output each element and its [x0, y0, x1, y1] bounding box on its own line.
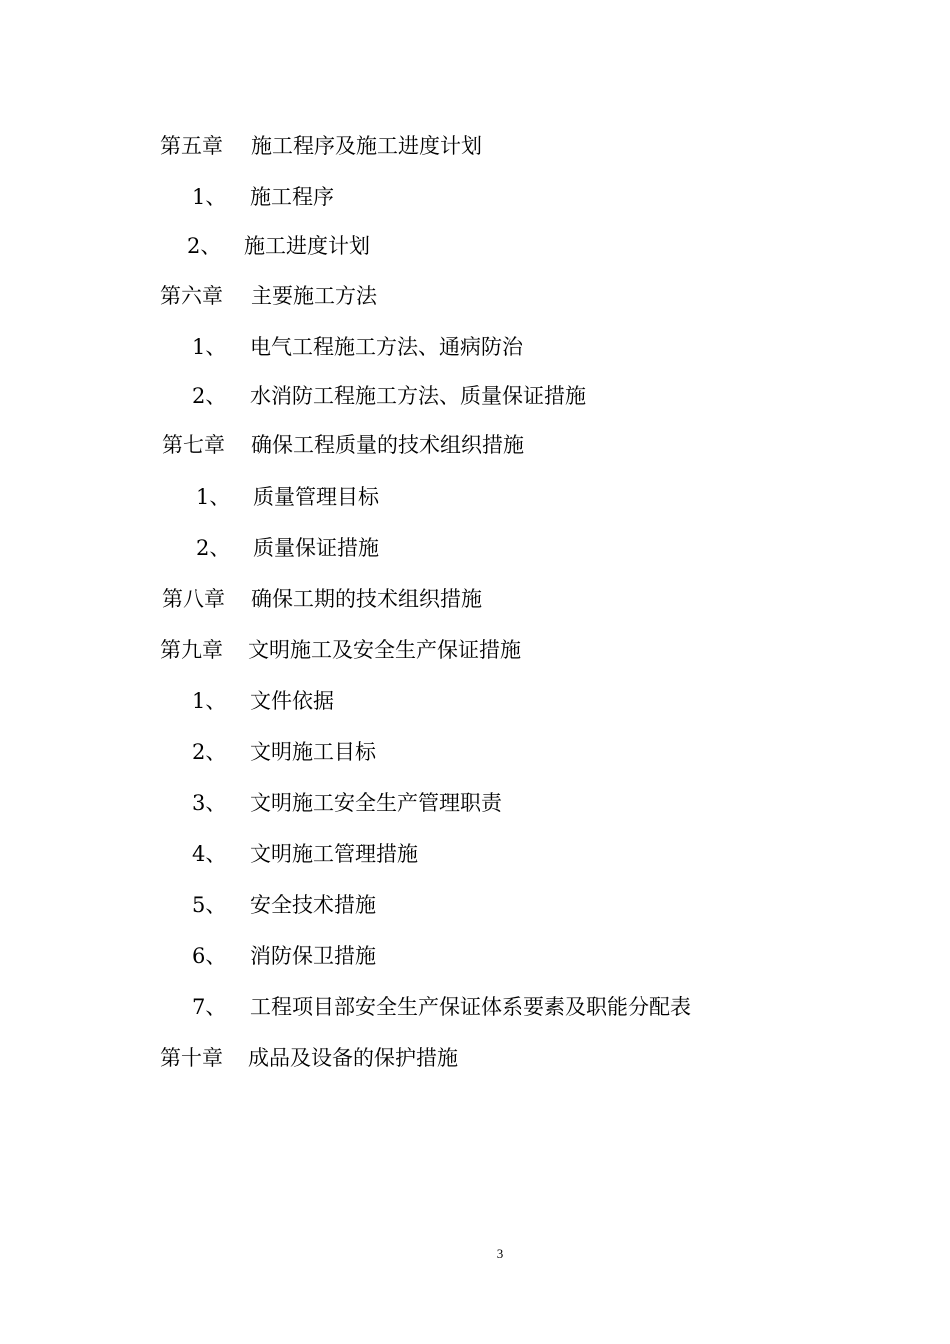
toc-entry-number: 3、	[192, 791, 227, 815]
toc-entry-number: 第十章	[160, 1046, 223, 1070]
page-number: 3	[496, 1246, 504, 1261]
toc-entry-number: 2、	[187, 234, 222, 258]
toc-entry-number: 1、	[196, 485, 231, 509]
toc-entry-title: 确保工期的技术组织措施	[251, 587, 482, 611]
toc-entry-title: 文件依据	[250, 689, 334, 713]
toc-entry-number: 4、	[192, 842, 227, 866]
toc-entry-number: 第六章	[160, 284, 223, 308]
toc-entry-title: 质量管理目标	[253, 485, 379, 509]
toc-entry-number: 2、	[192, 384, 227, 408]
toc-entry-title: 消防保卫措施	[250, 944, 376, 968]
toc-entry-title: 文明施工管理措施	[250, 842, 418, 866]
toc-entry-title: 文明施工及安全生产保证措施	[248, 638, 521, 662]
toc-entry-title: 文明施工安全生产管理职责	[250, 791, 502, 815]
toc-entry-title: 确保工程质量的技术组织措施	[251, 433, 524, 457]
toc-entry-number: 第九章	[160, 638, 223, 662]
toc-entry-number: 7、	[192, 995, 227, 1019]
toc-entry-number: 6、	[192, 944, 227, 968]
toc-entry-title: 文明施工目标	[250, 740, 376, 764]
toc-entry-number: 第七章	[162, 433, 225, 457]
toc-entry-title: 施工进度计划	[244, 234, 370, 258]
toc-entry-number: 第五章	[160, 134, 223, 158]
toc-entry-title: 安全技术措施	[250, 893, 376, 917]
toc-entry-number: 2、	[196, 536, 231, 560]
toc-entry-title: 施工程序及施工进度计划	[251, 134, 482, 158]
toc-entry-title: 电气工程施工方法、通病防治	[250, 335, 523, 359]
toc-entry-number: 2、	[192, 740, 227, 764]
toc-entry-number: 1、	[192, 185, 227, 209]
toc-entry-title: 成品及设备的保护措施	[248, 1046, 458, 1070]
toc-entry-title: 质量保证措施	[253, 536, 379, 560]
toc-entry-title: 水消防工程施工方法、质量保证措施	[250, 384, 586, 408]
toc-entry-number: 第八章	[162, 587, 225, 611]
toc-entry-number: 1、	[192, 689, 227, 713]
toc-entry-number: 1、	[192, 335, 227, 359]
toc-entry-title: 主要施工方法	[251, 284, 377, 308]
toc-entry-title: 施工程序	[250, 185, 334, 209]
toc-entry-title: 工程项目部安全生产保证体系要素及职能分配表	[250, 995, 691, 1019]
toc-entry-number: 5、	[192, 893, 227, 917]
